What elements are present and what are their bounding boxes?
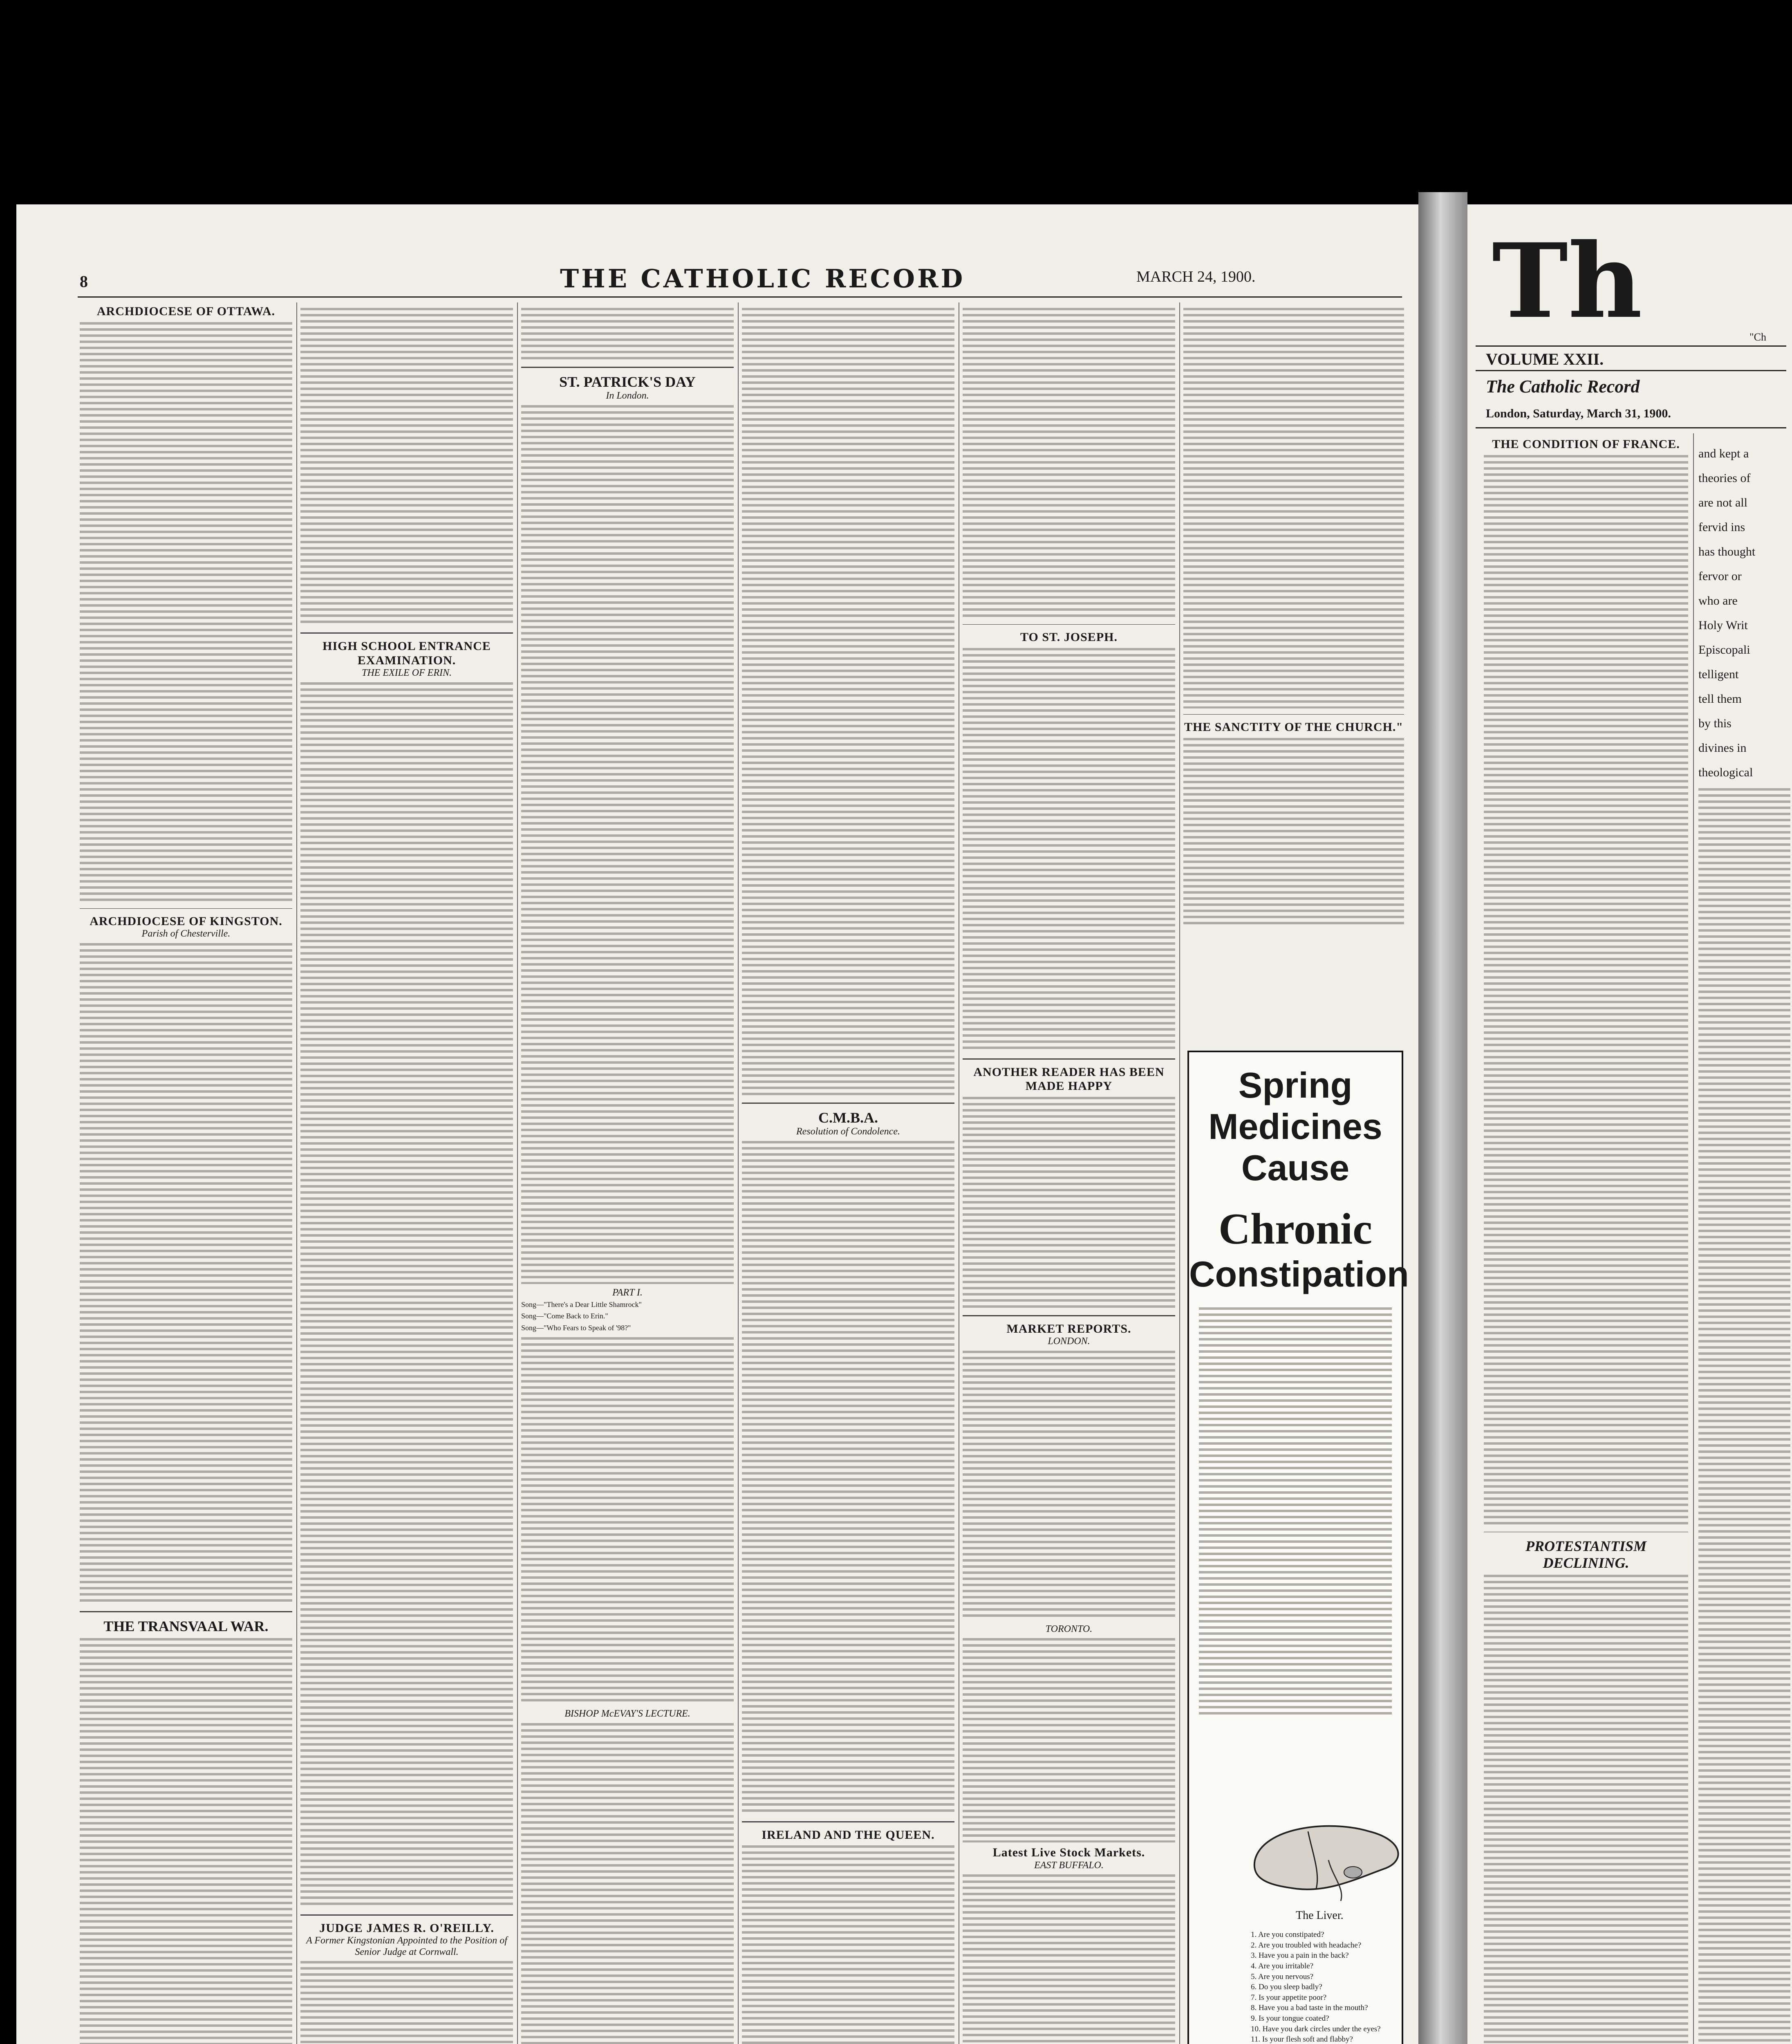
headline-sanctity-of-church: THE SANCTITY OF THE CHURCH." bbox=[1184, 720, 1404, 734]
subheadline: THE EXILE OF ERIN. bbox=[362, 668, 452, 678]
poem-body bbox=[1183, 308, 1404, 708]
liver-illustration bbox=[1247, 1811, 1410, 1905]
left-newspaper-page bbox=[16, 204, 1418, 2044]
column-rule bbox=[738, 303, 739, 2044]
symptom-item: 2. Are you troubled with headache? bbox=[1251, 1941, 1362, 1950]
article-body bbox=[521, 1337, 734, 1705]
issue-date: MARCH 24, 1900. bbox=[1136, 268, 1256, 285]
symptom-item: 7. Is your appetite poor? bbox=[1251, 1993, 1327, 2002]
text-fragment: who are bbox=[1698, 594, 1738, 607]
divider bbox=[300, 632, 513, 634]
divider bbox=[742, 1821, 954, 1822]
symptom-item: 5. Are you nervous? bbox=[1251, 1972, 1314, 1981]
divider bbox=[521, 367, 734, 368]
headline-market-reports: MARKET REPORTS. bbox=[1006, 1322, 1131, 1336]
article-body bbox=[300, 308, 513, 627]
subheadline: Resolution of Condolence. bbox=[796, 1126, 900, 1137]
headline-transvaal-war: THE TRANSVAAL WAR. bbox=[103, 1618, 269, 1634]
symptom-item: 3. Have you a pain in the back? bbox=[1251, 1951, 1349, 1960]
headline-ireland-and-queen: IRELAND AND THE QUEEN. bbox=[762, 1828, 935, 1842]
article-body bbox=[300, 682, 513, 1909]
headline-to-st-joseph: TO ST. JOSEPH. bbox=[1020, 630, 1118, 644]
divider bbox=[300, 1914, 513, 1916]
right-column-2 bbox=[1698, 442, 1790, 2044]
article-body bbox=[742, 1141, 954, 1815]
divider bbox=[1183, 714, 1404, 715]
headline-archdiocese-kingston: ARCHDIOCESE OF KINGSTON. bbox=[90, 914, 282, 928]
headline-cmba: C.M.B.A. bbox=[818, 1109, 878, 1126]
divider bbox=[963, 1058, 1175, 1060]
article-body bbox=[300, 1961, 513, 2044]
market-listing bbox=[963, 1638, 1175, 1842]
column-3 bbox=[521, 305, 734, 2044]
column-6 bbox=[1183, 305, 1404, 929]
headline-live-stock: Latest Live Stock Markets. bbox=[992, 1846, 1145, 1860]
headline-st-patricks-day: ST. PATRICK'S DAY bbox=[559, 374, 696, 390]
text-fragment: telligent bbox=[1698, 668, 1739, 681]
market-listing bbox=[963, 1874, 1175, 2044]
text-fragment: has thought bbox=[1698, 545, 1756, 558]
column-1 bbox=[80, 305, 292, 2044]
headline-another-reader: ANOTHER READER HAS BEEN MADE HAPPY bbox=[973, 1065, 1165, 1093]
right-column-1 bbox=[1484, 437, 1688, 2044]
ad-word-spring: Spring bbox=[1238, 1065, 1353, 1105]
article-body bbox=[521, 1723, 734, 2044]
program-line: Song—"Come Back to Erin." bbox=[521, 1312, 608, 1320]
column-rule bbox=[296, 303, 297, 2044]
divider bbox=[80, 1611, 292, 1612]
column-5 bbox=[963, 305, 1175, 2044]
masthead-rule bbox=[1476, 427, 1786, 428]
article-body bbox=[1484, 1575, 1688, 2044]
program-heading: PART I. bbox=[612, 1287, 643, 1298]
ad-body bbox=[1199, 1307, 1392, 1716]
text-fragment: by this bbox=[1698, 717, 1732, 730]
text-fragment: and kept a bbox=[1698, 447, 1749, 460]
symptom-item: 1. Are you constipated? bbox=[1251, 1930, 1324, 1939]
symptom-item: 9. Is your tongue coated? bbox=[1251, 2014, 1329, 2023]
subheadline: Parish of Chesterville. bbox=[141, 928, 231, 939]
headline-judge-oreilly: JUDGE JAMES R. O'REILLY. bbox=[319, 1921, 494, 1935]
article-body bbox=[80, 322, 292, 903]
article-body bbox=[742, 308, 954, 1097]
market-city: LONDON. bbox=[1048, 1336, 1090, 1347]
market-city: EAST BUFFALO. bbox=[1034, 1860, 1104, 1871]
headline-protestantism-declining: PROTESTANTISM DECLINING. bbox=[1525, 1537, 1647, 1571]
divider bbox=[963, 1315, 1175, 1316]
ad-word-medicines: Medicines bbox=[1208, 1106, 1382, 1147]
article-body bbox=[521, 405, 734, 1284]
text-fragment: theories of bbox=[1698, 471, 1751, 485]
text-fragment: tell them bbox=[1698, 692, 1742, 706]
headline-condition-of-france: THE CONDITION OF FRANCE. bbox=[1492, 437, 1680, 451]
symptom-item: 11. Is your flesh soft and flabby? bbox=[1251, 2035, 1353, 2044]
masthead-rule bbox=[78, 296, 1402, 298]
column-rule bbox=[1693, 433, 1694, 2044]
text-fragment: are not all bbox=[1698, 496, 1747, 509]
ad-word-constipation: Constipation bbox=[1189, 1254, 1409, 1295]
page-fold-gutter bbox=[1418, 192, 1467, 2044]
text-fragment: theological bbox=[1698, 766, 1753, 779]
divider bbox=[963, 624, 1175, 625]
editorial-title: The Catholic Record bbox=[1486, 377, 1640, 397]
column-4 bbox=[742, 305, 954, 2044]
divider bbox=[80, 908, 292, 909]
text-fragment: divines in bbox=[1698, 741, 1747, 755]
text-fragment: fervor or bbox=[1698, 569, 1742, 583]
symptom-item: 4. Are you irritable? bbox=[1251, 1961, 1314, 1970]
ad-copy bbox=[1199, 1307, 1392, 1716]
dateline: London, Saturday, March 31, 1900. bbox=[1486, 407, 1671, 420]
article-body bbox=[1484, 455, 1688, 1526]
ad-word-chronic: Chronic bbox=[1218, 1204, 1373, 1253]
concert-program bbox=[521, 1299, 734, 1334]
program-line: Song—"There's a Dear Little Shamrock" bbox=[521, 1300, 642, 1309]
market-city: TORONTO. bbox=[1045, 1623, 1093, 1634]
divider bbox=[742, 1103, 954, 1104]
ad-word-cause: Cause bbox=[1241, 1148, 1350, 1188]
poem-body bbox=[963, 648, 1175, 1053]
program-line: Song—"Who Fears to Speak of '98?" bbox=[521, 1324, 631, 1332]
article-body bbox=[80, 943, 292, 1605]
subheadline: In London. bbox=[606, 390, 649, 401]
article-body bbox=[80, 1638, 292, 2044]
nameplate-tagline: "Ch bbox=[1749, 331, 1766, 343]
column-rule bbox=[1179, 303, 1180, 2044]
right-newspaper-page bbox=[1467, 204, 1792, 2044]
text-fragment: fervid ins bbox=[1698, 520, 1745, 534]
market-listing bbox=[963, 1351, 1175, 1620]
text-fragment: Episcopali bbox=[1698, 643, 1750, 657]
subheadline: A Former Kingstonian Appointed to the Position of Senior Judge at Cornwall. bbox=[306, 1935, 507, 1957]
article-body bbox=[742, 1845, 954, 2044]
paper-name: THE CATHOLIC RECORD bbox=[560, 264, 965, 294]
symptom-checklist bbox=[1251, 1930, 1406, 2044]
article-body bbox=[963, 1097, 1175, 1309]
page-number: 8 bbox=[80, 272, 88, 291]
headline-archdiocese-ottawa: ARCHDIOCESE OF OTTAWA. bbox=[96, 305, 276, 318]
volume-number: VOLUME XXII. bbox=[1486, 350, 1604, 368]
nameplate: Th bbox=[1492, 221, 1642, 341]
column-2 bbox=[300, 305, 513, 2044]
article-body bbox=[521, 308, 734, 361]
masthead-rule bbox=[1476, 370, 1786, 371]
lecture-heading: BISHOP McEVAY'S LECTURE. bbox=[564, 1708, 690, 1719]
symptom-item: 8. Have you a bad taste in the mouth? bbox=[1251, 2004, 1368, 2013]
masthead-rule bbox=[1476, 345, 1786, 347]
liver-caption: The Liver. bbox=[1296, 1909, 1344, 1922]
symptom-item: 6. Do you sleep badly? bbox=[1251, 1983, 1322, 1992]
article-body bbox=[1698, 788, 1790, 2044]
article-body bbox=[963, 308, 1175, 619]
column-rule bbox=[517, 303, 518, 2044]
article-body bbox=[1183, 738, 1404, 926]
symptom-item: 10. Have you dark circles under the eyes? bbox=[1251, 2024, 1381, 2033]
text-fragment: Holy Writ bbox=[1698, 619, 1748, 632]
headline-entrance-examination: HIGH SCHOOL ENTRANCE EXAMINATION. bbox=[323, 639, 491, 667]
